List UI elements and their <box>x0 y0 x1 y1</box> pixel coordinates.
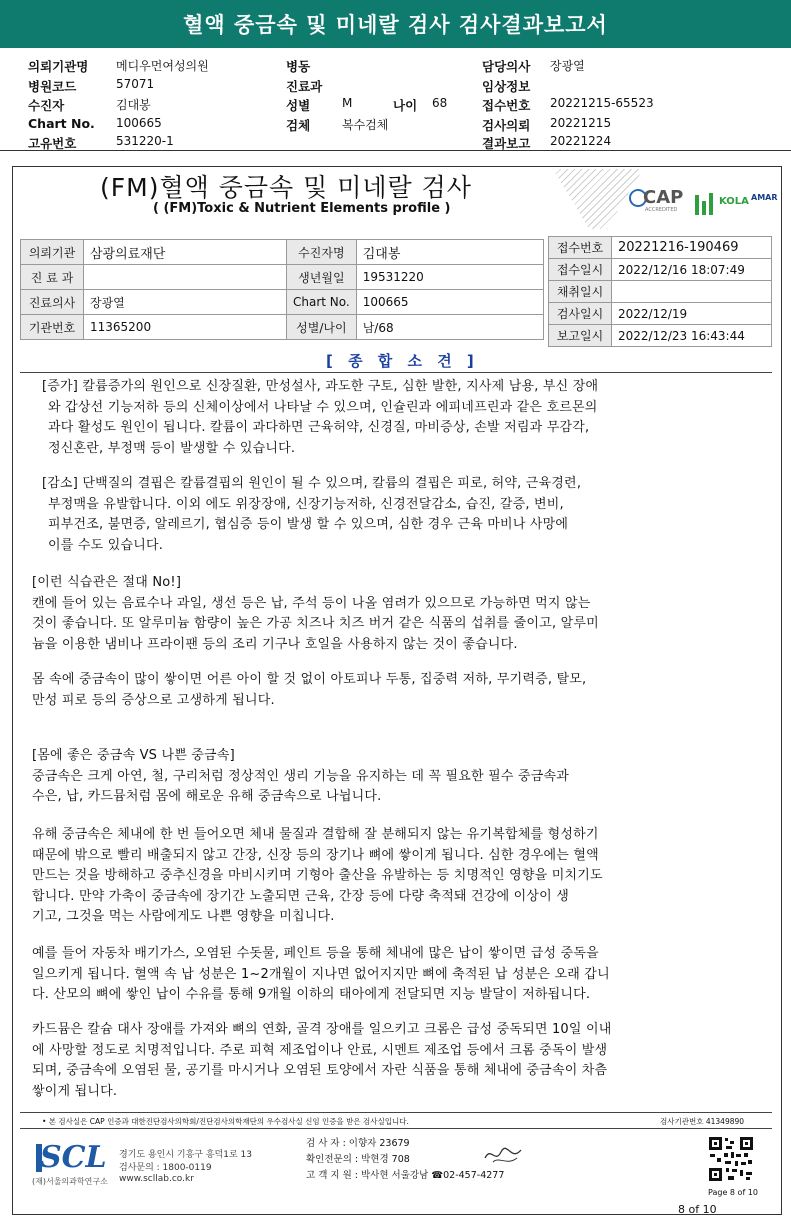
header-value: 메디우먼여성의원 <box>116 59 209 73</box>
header-label: 고유번호 <box>28 136 77 151</box>
accreditation-logos <box>553 169 781 229</box>
footer-divider <box>20 1112 772 1113</box>
header-value: M <box>342 96 353 110</box>
paragraph-line: 늄을 이용한 냄비나 프라이팬 등의 조리 기구나 호일을 사용하지 않는 것이 좋습니다. <box>32 636 518 652</box>
table-row <box>21 315 544 340</box>
header-value: 20221224 <box>550 134 612 148</box>
header-value: 복수검체 <box>342 118 389 132</box>
header-label: 병원코드 <box>28 79 77 94</box>
header-label: 수진자 <box>28 98 65 113</box>
amar-logo: AMAR <box>751 193 778 202</box>
scl-logo: SCL <box>40 1140 107 1175</box>
header-label: 검체 <box>286 118 311 133</box>
table-cell-value: 2022/12/16 18:07:49 <box>612 259 772 281</box>
kola-logo: KOLA <box>719 196 749 207</box>
paragraph-lead <box>32 944 610 1006</box>
section-divider <box>20 372 772 373</box>
paragraph-line: [이런 식습관은 절대 No!] <box>32 575 182 590</box>
lab-number: 검사기관번호 41349890 <box>660 1117 745 1126</box>
paragraph-harmful <box>32 825 603 928</box>
paragraph-accumulate <box>32 670 586 711</box>
paragraph-line: 만드는 것을 방해하고 중추신경을 마비시키며 기형아 출산을 유발하는 등 치명적인 영향을 미치기도 <box>32 868 603 884</box>
table-cell-label: 접수일시 <box>549 259 612 281</box>
table-cell-label: 보고일시 <box>549 325 612 347</box>
table-cell-label: Chart No. <box>287 290 357 315</box>
paragraph-line: 다. 산모의 뼈에 쌓인 납이 수유를 통해 9개월 이하의 태아에게 전달되면 지능 발달이 저하됩니다. <box>32 987 591 1003</box>
table-cell-label: 성별/나이 <box>287 315 357 340</box>
header-value: 김대봉 <box>116 98 151 112</box>
header-label: 임상정보 <box>482 79 531 94</box>
header-value: 68 <box>432 96 448 110</box>
paragraph-line: 것이 좋습니다. 또 알루미늄 함량이 높은 가공 치즈나 치즈 버거 같은 식품의 섭취를 줄이고, 알루미 <box>32 616 599 632</box>
table-cell-label: 진 료 과 <box>21 265 84 290</box>
header-value: 531220-1 <box>116 134 174 148</box>
section-title: [ 종 합 소 견 ] <box>326 352 479 370</box>
header-label: Chart No. <box>28 116 95 131</box>
accreditation-note: • 본 검사실은 CAP 인증과 대한진단검사의학회/진단검사의학재단의 우수검사실 신임 인증을 받은 검사실입니다. <box>42 1117 409 1126</box>
paragraph-line: 몸 속에 중금속이 많이 쌓이면 어른 아이 할 것 없이 아토피나 두통, 집중력 저하, 무기력증, 탈모, <box>32 672 587 687</box>
header-label: 검사의뢰 <box>482 118 531 133</box>
table-row <box>549 237 772 259</box>
paragraph-line: 에 사망할 정도로 치명적입니다. 주로 피혁 제조업이나 안료, 시멘트 제조업 등에서 크롬 중독이 발생 <box>32 1042 608 1058</box>
paragraph-line: 카드뮴은 칼슘 대사 장애를 가져와 뼈의 연화, 골격 장애를 일으키고 크롬은 급성 중독되면 10일 이내 <box>32 1022 612 1037</box>
table-row <box>549 281 772 303</box>
header-divider <box>0 150 791 151</box>
paragraph-line: [몸에 좋은 중금속 VS 나쁜 중금속] <box>32 748 235 763</box>
paragraph-line: 캔에 들어 있는 음료수나 과일, 생선 등은 납, 주석 등이 나올 염려가 있으므로 가능하면 먹지 않는 <box>32 595 591 611</box>
table-row <box>21 240 544 265</box>
header-label: 의뢰기관명 <box>28 59 89 74</box>
paragraph-line: 중금속은 크게 아연, 철, 구리처럼 정상적인 생리 기능을 유지하는 데 꼭 필요한 필수 중금속과 <box>32 768 570 784</box>
table-row <box>549 325 772 347</box>
report-dates-table <box>548 236 772 347</box>
report-banner-title: 혈액 중금속 및 미네랄 검사 검사결과보고서 <box>0 0 791 48</box>
table-cell-value: 2022/12/23 16:43:44 <box>612 325 772 347</box>
cap-logo: CAP <box>643 187 684 208</box>
page-indicator: 8 of 10 <box>678 1203 717 1216</box>
paragraph-line: 쌓이게 됩니다. <box>32 1083 118 1099</box>
paragraph-line: 수은, 납, 카드뮴처럼 몸에 해로운 유해 중금속으로 나뉩니다. <box>32 789 382 805</box>
header-value: 57071 <box>116 77 155 91</box>
table-cell-value: 11365200 <box>84 315 287 340</box>
table-cell-label: 수진자명 <box>287 240 357 265</box>
paragraph-line: 이를 수도 있습니다. <box>48 537 164 553</box>
table-cell-value: 삼광의료재단 <box>84 240 287 265</box>
paragraph-line: [감소] 단백질의 결핍은 칼륨결핍의 원인이 될 수 있으며, 칼륨의 결핍은 피로, 허약, 근육경련, <box>42 476 582 491</box>
paragraph-cadmium <box>32 1020 612 1102</box>
header-label: 나이 <box>393 98 418 113</box>
staff-tester: 검 사 자 : 이향자 23679 <box>306 1138 410 1149</box>
header-label: 담당의사 <box>482 59 531 74</box>
table-row <box>21 265 544 290</box>
report-subtitle: ( (FM)Toxic & Nutrient Elements profile ) <box>153 201 451 216</box>
page-indicator-inner: Page 8 of 10 <box>708 1188 758 1197</box>
paragraph-diet <box>32 573 599 655</box>
table-cell-label: 기관번호 <box>21 315 84 340</box>
paragraph-line: 예를 들어 자동차 배기가스, 오염된 수돗물, 페인트 등을 통해 체내에 많은 납이 쌓이면 급성 중독을 <box>32 946 599 961</box>
header-value: 20221215-65523 <box>550 96 654 110</box>
table-cell-label: 접수번호 <box>549 237 612 259</box>
table-cell-label: 의뢰기관 <box>21 240 84 265</box>
header-value: 장광열 <box>550 59 585 73</box>
footer-inquiry: 검사문의 : 1800-0119 <box>119 1163 212 1173</box>
report-title: (FM)혈액 중금속 및 미네랄 검사 <box>100 173 472 202</box>
paragraph-line: 와 갑상선 기능저하 등의 신체이상에서 나타날 수 있으며, 인슐린과 에피네프린과 같은 호르몬의 <box>48 399 598 415</box>
footer-website[interactable]: www.scllab.co.kr <box>119 1174 194 1184</box>
paragraph-line: 피부건조, 불면증, 알레르기, 협심증 등이 발생 할 수 있으며, 심한 경우 근육 마비나 사망에 <box>48 517 569 533</box>
table-cell-value <box>612 281 772 303</box>
table-cell-value: 남/68 <box>356 315 543 340</box>
header-label: 결과보고 <box>482 136 531 151</box>
qr-code-icon <box>708 1136 754 1182</box>
paragraph-line: 기고, 그것을 먹는 사람에게도 나쁜 영향을 미칩니다. <box>32 909 335 925</box>
table-cell-value: 20221216-190469 <box>612 237 772 259</box>
header-label: 성별 <box>286 98 311 113</box>
paragraph-goodbad <box>32 746 569 808</box>
table-row <box>21 290 544 315</box>
table-cell-value: 19531220 <box>356 265 543 290</box>
table-cell-label: 검사일시 <box>549 303 612 325</box>
table-cell-value: 100665 <box>356 290 543 315</box>
table-cell-label: 채취일시 <box>549 281 612 303</box>
paragraph-line: 부정맥을 유발합니다. 이외 에도 위장장애, 신장기능저하, 신경전달감소, 습진, 갈증, 변비, <box>48 496 564 512</box>
paragraph-line: [증가] 칼륨증가의 원인으로 신장질환, 만성설사, 과도한 구토, 심한 발한, 지사제 남용, 부신 장애 <box>42 379 599 394</box>
table-cell-value: 2022/12/19 <box>612 303 772 325</box>
paragraph-line: 만성 피로 등의 증상으로 고생하게 됩니다. <box>32 692 275 708</box>
paragraph-line: 유해 중금속은 체내에 한 번 들어오면 체내 물질과 결합해 잘 분해되지 않는 유기복합체를 형성하기 <box>32 827 599 842</box>
header-label: 접수번호 <box>482 98 531 113</box>
cap-logo-sub: ACCREDITED <box>645 207 678 213</box>
footer-address: 경기도 용인시 기흥구 흥덕1로 13 <box>119 1150 252 1160</box>
paragraph-line: 되며, 중금속에 오염된 물, 공기를 마시거나 오염된 토양에서 자란 식품을 통해 체내에 중금속이 차츰 <box>32 1063 608 1079</box>
table-cell-label: 진료의사 <box>21 290 84 315</box>
signature-icon <box>483 1142 523 1168</box>
patient-info-table <box>20 239 544 340</box>
header-value: 20221215 <box>550 116 612 130</box>
paragraph-line: 일으키게 됩니다. 혈액 속 납 성분은 1~2개월이 지나면 없어지지만 뼈에 축적된 납 성분은 오래 갑니 <box>32 966 610 982</box>
table-cell-value: 장광열 <box>84 290 287 315</box>
paragraph-decrease <box>42 474 581 556</box>
footer-divider <box>20 1128 772 1129</box>
paragraph-line: 정신혼란, 부정맥 등이 발생할 수 있습니다. <box>48 440 296 456</box>
paragraph-line: 합니다. 만약 가축이 중금속에 장기간 노출되면 근육, 간장 등에 다량 축적돼 건강에 이상이 생 <box>32 888 570 904</box>
header-value: 100665 <box>116 116 162 130</box>
paragraph-line: 과다 활성도 원인이 됩니다. 칼륨이 과다하면 근육허약, 신경질, 마비증상, 손발 저림과 무감각, <box>48 420 590 436</box>
table-cell-value: 김대봉 <box>356 240 543 265</box>
table-row <box>549 303 772 325</box>
staff-support: 고 객 지 원 : 박사현 서울강남 ☎02-457-4277 <box>306 1170 505 1181</box>
table-cell-value <box>84 265 287 290</box>
paragraph-increase <box>42 377 598 459</box>
lab-seal-icon <box>693 191 715 217</box>
scl-logo-sub: (재)서울의과학연구소 <box>32 1177 108 1186</box>
paragraph-line: 때문에 밖으로 빨리 배출되지 않고 간장, 신장 등의 장기나 뼈에 쌓이게 됩니다. 심한 경우에는 혈액 <box>32 847 599 863</box>
table-cell-label: 생년월일 <box>287 265 357 290</box>
staff-confirm-doctor: 확인전문의 : 박현경 708 <box>306 1154 410 1165</box>
header-label: 병동 <box>286 59 311 74</box>
table-row <box>549 259 772 281</box>
header-label: 진료과 <box>286 79 323 94</box>
